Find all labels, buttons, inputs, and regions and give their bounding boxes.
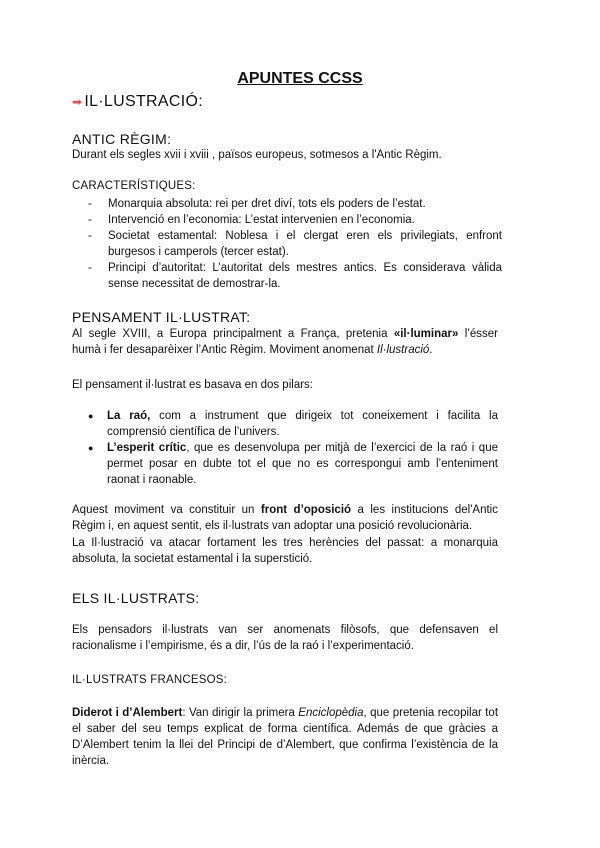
heading-els-illustrats: ELS IL·LUSTRATS:	[72, 590, 200, 606]
heading-francesos: IL·LUSTRATS FRANCESOS:	[72, 674, 227, 686]
pensament-paragraph-2: El pensament il·lustrat es basava en dos pilars:	[72, 379, 313, 391]
pensament-paragraph-4: La Il·lustració va atacar fortament les tres herències del passat: a monarquia absoluta, la societat estamental i la superstició.	[72, 537, 498, 565]
text-span: com a instrument que dirigeix tot coneixement i facilita la comprensió científica de l’univers.	[107, 410, 498, 438]
list-item: - Societat estamental: Noblesa i el clergat eren els privilegiats, enfront burgesos i camperols (tercer estat).	[72, 228, 502, 260]
caracteristiques-list	[72, 196, 502, 292]
text-span: Aquest moviment va constituir un	[72, 504, 261, 516]
text-span: , que pretenia recopilar tot el saber del seu temps explicat de forma científica. Además de que gràcies a D’Alembert tenim la llei del Principi de d’Alembert, que confirma l’existència de la inèrcia.	[72, 707, 499, 767]
section-heading-illustracio	[72, 93, 203, 111]
pensament-paragraph-3	[72, 502, 498, 534]
text-span: Al segle XVIII, a Europa principalment a França, pretenia	[72, 328, 394, 340]
list-item	[72, 440, 498, 488]
heading-caracteristiques: CARACTERÍSTIQUES:	[72, 180, 196, 192]
list-item	[72, 408, 498, 440]
bold-term: front d’oposició	[260, 504, 352, 516]
list-item: - Monarquia absoluta: rei per dret diví, tots els poders de l’estat.	[72, 196, 502, 212]
page-title: APUNTES CCSS	[237, 70, 363, 87]
arrow-icon: ➡	[72, 95, 83, 109]
bold-term: La raó,	[107, 410, 151, 422]
list-item: - Principi d’autoritat: L’autoritat dels mestres antics. Es considerava vàlida sense necessitat de demostrar-la.	[72, 260, 502, 292]
illustrats-text: Els pensadors il·lustrats van ser anomenats filòsofs, que defensaven el racionalisme i l’empirisme, és a dir, l’ús de la raó i l’experimentació.	[72, 624, 498, 652]
section-heading-text: IL·LUSTRACIÓ:	[84, 93, 203, 110]
bold-term: L’esperit crític	[107, 442, 187, 454]
pillars-list	[72, 408, 498, 488]
text-span: l’ésser humà i fer desaparèixer l’Antic Règim. Moviment anomenat	[72, 328, 498, 356]
text-span: .	[429, 344, 433, 356]
italic-term: Il·lustració	[376, 344, 430, 356]
bold-term: «il·luminar»	[393, 328, 459, 340]
francesos-paragraph	[72, 705, 498, 769]
italic-term: Enciclopèdia	[298, 707, 364, 719]
list-item: - Intervenció en l’economia: L’estat intervenien en l’economia.	[72, 212, 502, 228]
antic-regim-text: Durant els segles xvii i xviii , països europeus, sotmesos a l'Antic Règim.	[72, 149, 442, 161]
heading-pensament: PENSAMENT IL·LUSTRAT:	[72, 309, 251, 325]
heading-antic-regim: ANTIC RÈGIM:	[72, 131, 172, 147]
text-span: : Van dirigir la primera	[182, 707, 299, 719]
bold-term: Diderot i d’Alembert	[72, 707, 183, 719]
pensament-paragraph-1	[72, 326, 498, 358]
text-span: a les institucions del'Antic Règim i, en aquest sentit, els il·lustrats van adoptar una posició revolucionària.	[72, 504, 498, 532]
text-span: , que es desenvolupa per mitjà de l’exercici de la raó i que permet posar en dubte tot el que no es correspongui amb l’enteniment raonat i raonable.	[107, 442, 498, 486]
